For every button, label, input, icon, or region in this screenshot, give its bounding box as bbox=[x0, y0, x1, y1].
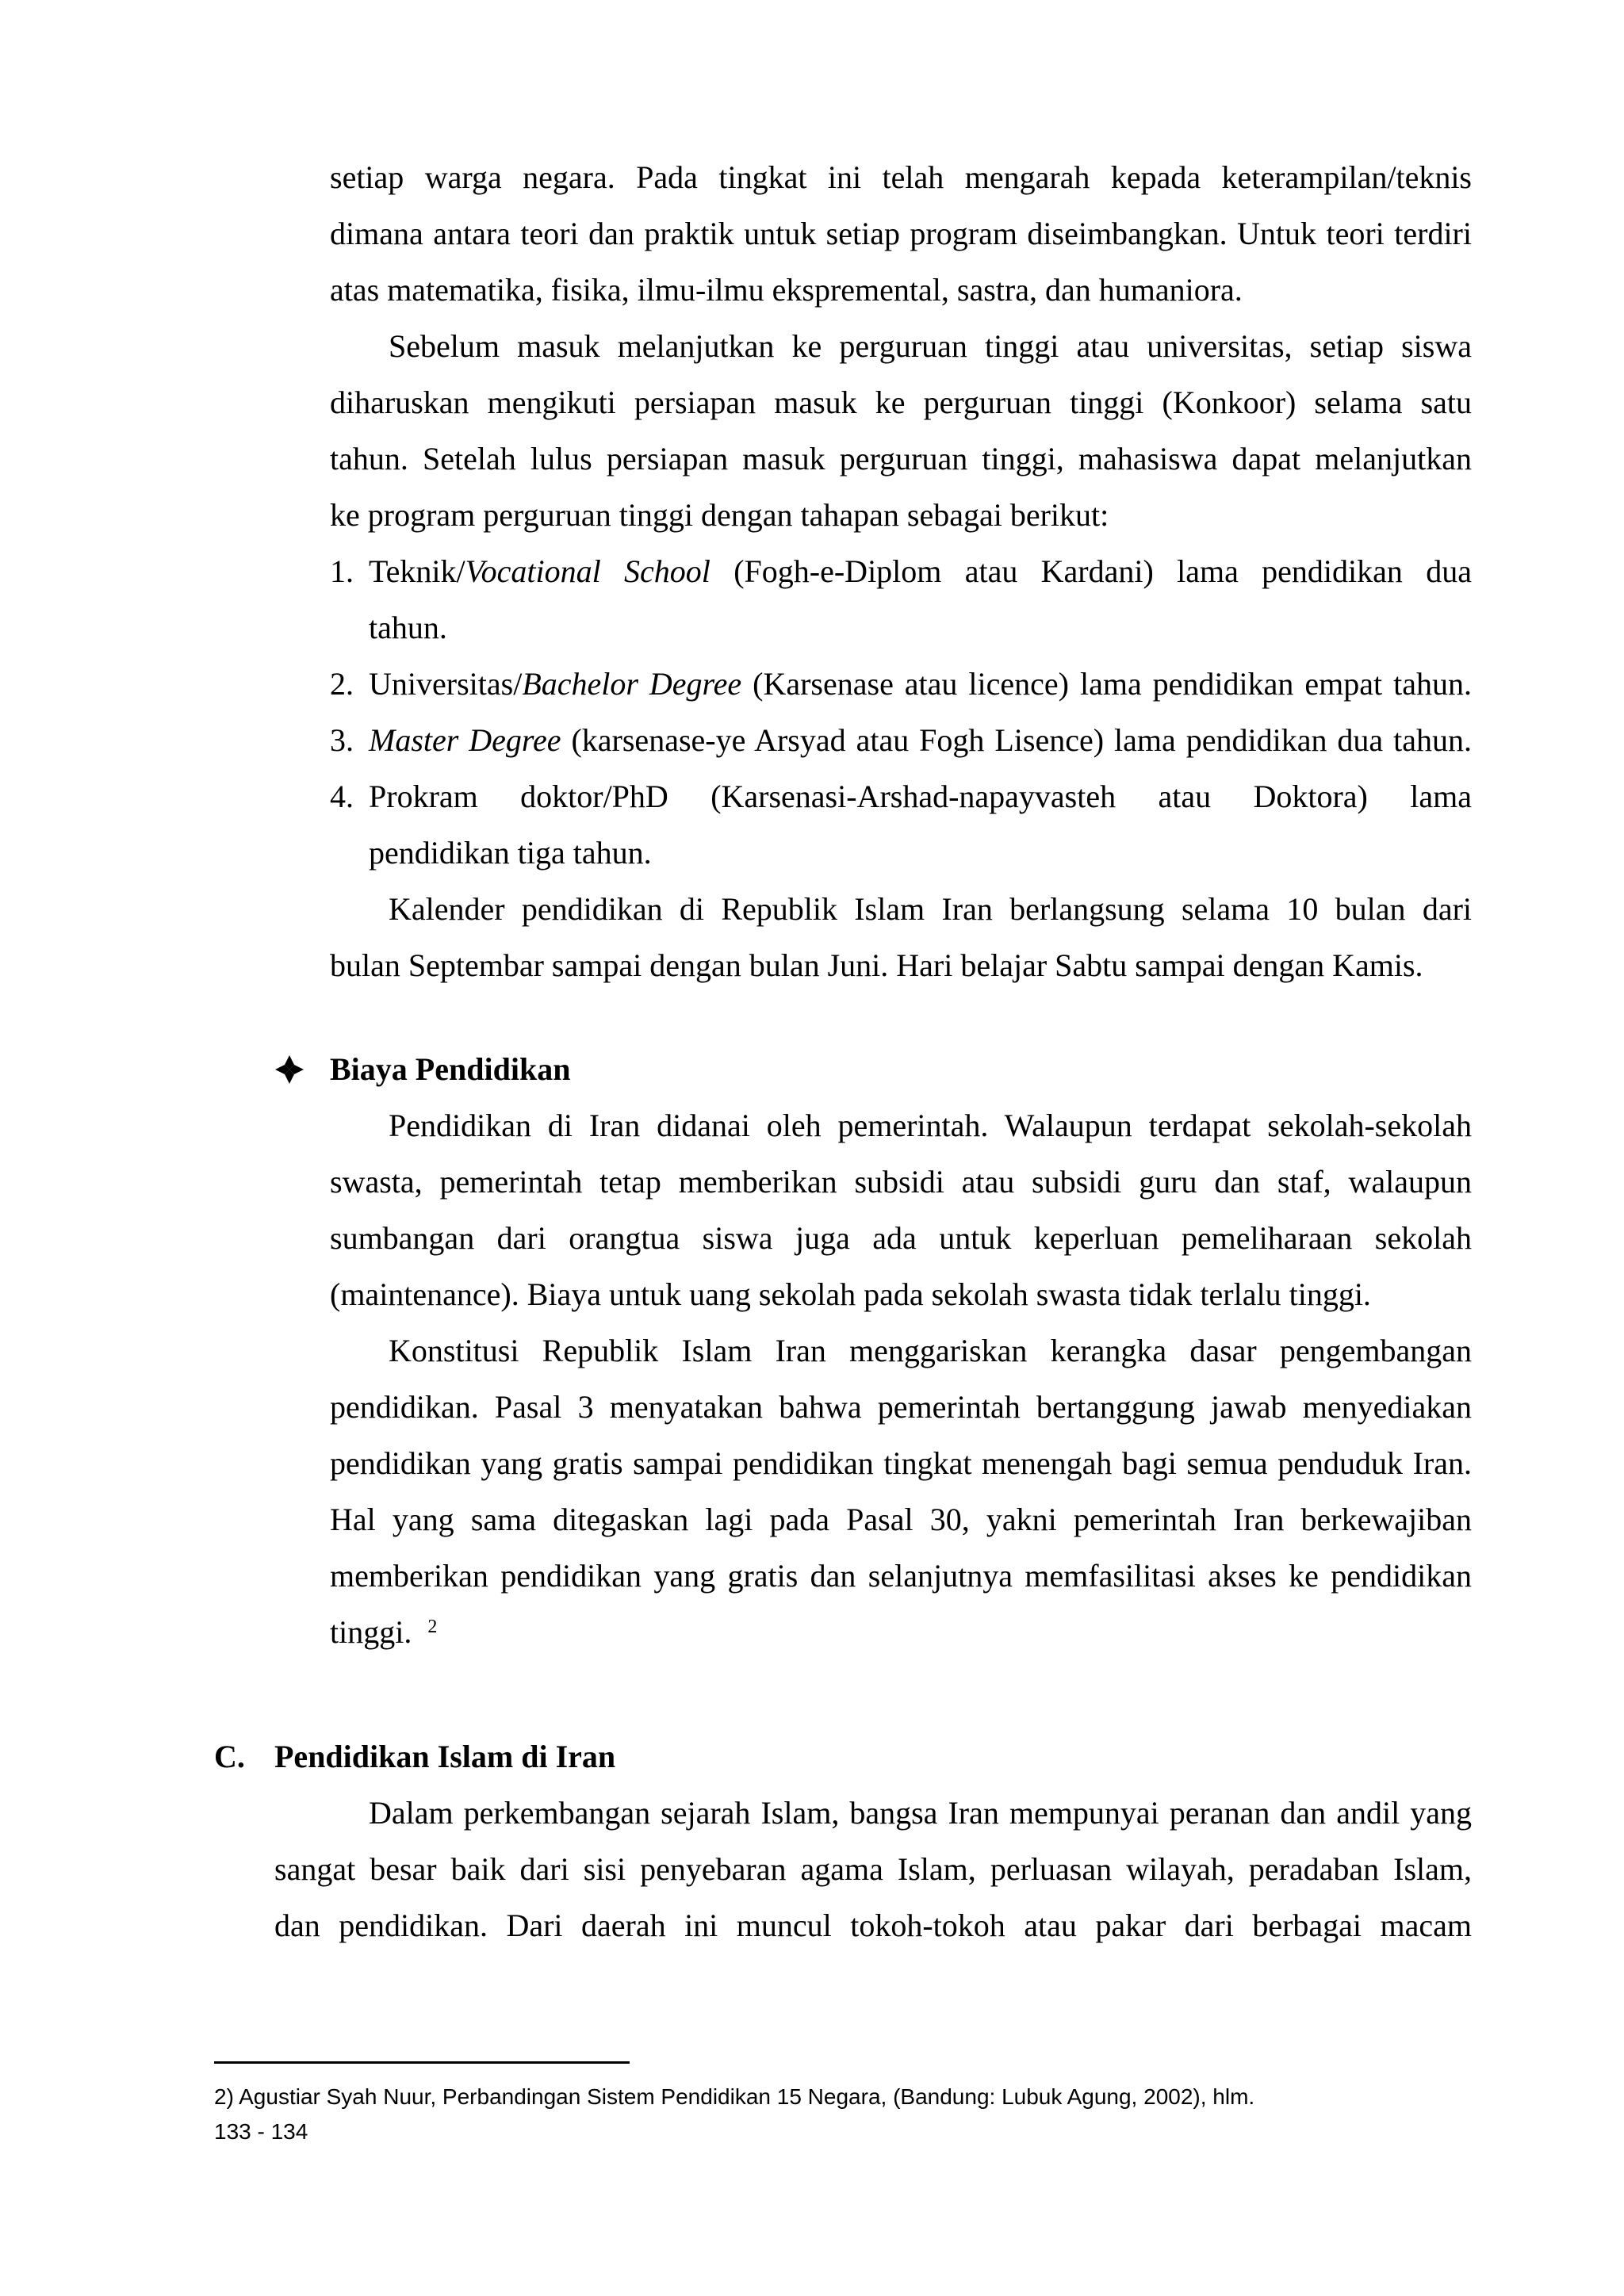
paragraph-line: pendidikan yang gratis sampai pendidikan tingkat menengah bagi semua penduduk Iran. bbox=[330, 1445, 1472, 1481]
paragraph-line: ke program perguruan tinggi dengan tahapan sebagai berikut: bbox=[330, 497, 1109, 533]
paragraph-line: (maintenance). Biaya untuk uang sekolah pada sekolah swasta tidak terlalu tinggi. bbox=[330, 1276, 1371, 1312]
footnote-text: 133 - 134 bbox=[214, 2119, 308, 2144]
list-item: Teknik/Vocational School (Fogh-e-Diplom atau Kardani) lama pendidikan dua bbox=[369, 553, 1472, 589]
list-number: 3. bbox=[330, 722, 354, 758]
paragraph-line: setiap warga negara. Pada tingkat ini telah mengarah kepada keterampilan/teknis bbox=[330, 159, 1472, 195]
footnote-separator bbox=[214, 2061, 630, 2064]
list-item-continuation: pendidikan tiga tahun. bbox=[369, 835, 652, 871]
paragraph-line: Dalam perkembangan sejarah Islam, bangsa Iran mempunyai peranan dan andil yang bbox=[369, 1795, 1472, 1831]
list-item: Master Degree (karsenase-ye Arsyad atau Fogh Lisence) lama pendidikan dua tahun. bbox=[369, 722, 1472, 758]
paragraph-line: swasta, pemerintah tetap memberikan subsidi atau subsidi guru dan staf, walaupun bbox=[330, 1164, 1472, 1200]
diamond-bullet-icon bbox=[274, 1054, 304, 1085]
paragraph-line: diharuskan mengikuti persiapan masuk ke perguruan tinggi (Konkoor) selama satu bbox=[330, 385, 1472, 420]
paragraph-line: Konstitusi Republik Islam Iran menggariskan kerangka dasar pengembangan bbox=[389, 1333, 1472, 1368]
paragraph-line: Pendidikan di Iran didanai oleh pemerintah. Walaupun terdapat sekolah-sekolah bbox=[389, 1108, 1472, 1143]
list-item-continuation: tahun. bbox=[369, 610, 447, 645]
paragraph-line: pendidikan. Pasal 3 menyatakan bahwa pemerintah bertanggung jawab menyediakan bbox=[330, 1389, 1472, 1425]
paragraph-line: dimana antara teori dan praktik untuk setiap program diseimbangkan. Untuk teori terdiri bbox=[330, 216, 1472, 251]
list-number: 1. bbox=[330, 553, 354, 589]
list-number: 2. bbox=[330, 666, 354, 702]
list-item: Prokram doktor/PhD (Karsenasi-Arshad-napayvasteh atau Doktora) lama bbox=[369, 779, 1472, 814]
footnote-reference[interactable]: 2 bbox=[427, 1617, 438, 1637]
paragraph-line: sangat besar baik dari sisi penyebaran agama Islam, perluasan wilayah, peradaban Islam, bbox=[274, 1851, 1472, 1887]
paragraph-line: memberikan pendidikan yang gratis dan selanjutnya memfasilitasi akses ke pendidikan bbox=[330, 1558, 1472, 1594]
section-subheading: Biaya Pendidikan bbox=[330, 1051, 571, 1087]
paragraph-line: Kalender pendidikan di Republik Islam Iran berlangsung selama 10 bulan dari bbox=[389, 891, 1472, 927]
paragraph-line: bulan Septembar sampai dengan bulan Juni. Hari belajar Sabtu sampai dengan Kamis. bbox=[330, 947, 1423, 983]
footnote-text: 2) Agustiar Syah Nuur, Perbandingan Sistem Pendidikan 15 Negara, (Bandung: Lubuk Agung, 2002), hlm. bbox=[214, 2084, 1255, 2109]
paragraph-line: sumbangan dari orangtua siswa juga ada untuk keperluan pemeliharaan sekolah bbox=[330, 1220, 1472, 1256]
list-number: 4. bbox=[330, 779, 354, 814]
paragraph-line: Hal yang sama ditegaskan lagi pada Pasal 30, yakni pemerintah Iran berkewajiban bbox=[330, 1502, 1472, 1537]
paragraph-line: tahun. Setelah lulus persiapan masuk perguruan tinggi, mahasiswa dapat melanjutkan bbox=[330, 441, 1472, 476]
section-letter: C. bbox=[214, 1739, 245, 1774]
section-heading: Pendidikan Islam di Iran bbox=[274, 1739, 616, 1774]
paragraph-line: atas matematika, fisika, ilmu-ilmu ekspremental, sastra, dan humaniora. bbox=[330, 272, 1243, 308]
paragraph-line: Sebelum masuk melanjutkan ke perguruan tinggi atau universitas, setiap siswa bbox=[389, 328, 1472, 364]
paragraph-line: tinggi. $^2$ bbox=[330, 1614, 438, 1650]
list-item: Universitas/Bachelor Degree (Karsenase atau licence) lama pendidikan empat tahun. bbox=[369, 666, 1472, 702]
paragraph-line: dan pendidikan. Dari daerah ini muncul tokoh-tokoh atau pakar dari berbagai macam bbox=[274, 1908, 1472, 1943]
